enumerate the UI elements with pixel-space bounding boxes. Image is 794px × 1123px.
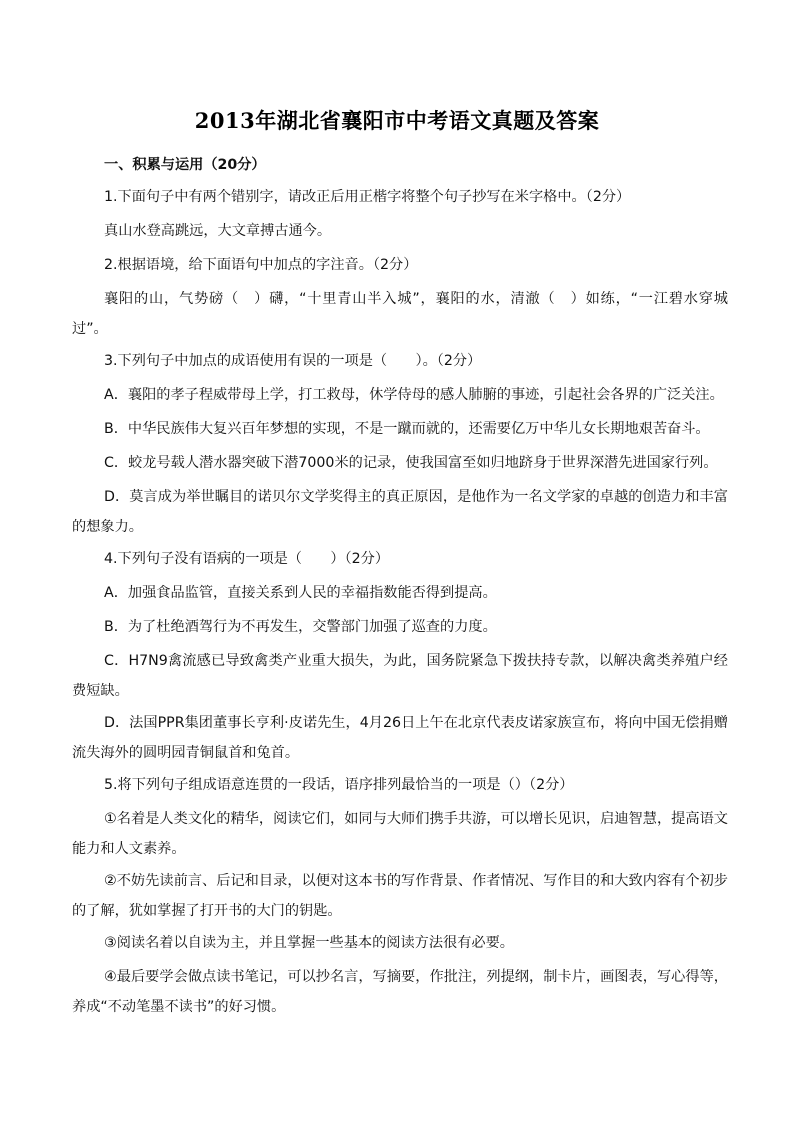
question-5-sentence-4: ④最后要学会做点读书笔记，可以抄名言，写摘要，作批注，列提纲，制卡片，画图表，写心得等，养成“不动笔墨不读书”的好习惯。	[72, 969, 728, 1015]
question-4-option-b: B．为了杜绝酒驾行为不再发生，交警部门加强了巡查的力度。	[104, 619, 497, 635]
question-3: 3.下列句子中加点的成语使用有误的一项是（ ）。（2分）	[104, 353, 482, 369]
question-3-option-b: B．中华民族伟大复兴百年梦想的实现，不是一蹴而就的，还需要亿万中华儿女长期地艰苦奋斗。	[104, 421, 710, 437]
question-3-option-c: C．蛟龙号载人潜水器突破下潜7000米的记录，使我国富至如归地跻身于世界深潜先进国家行列。	[104, 455, 718, 471]
question-5-sentence-3: ③阅读名着以自读为主，并且掌握一些基本的阅读方法很有必要。	[104, 935, 514, 951]
question-1: 1.下面句子中有两个错别字，请改正后用正楷字将整个句子抄写在米字格中。（2分）	[104, 189, 631, 205]
question-4: 4.下列句子没有语病的一项是（ ）（2分）	[104, 551, 390, 567]
question-5-sentence-2: ②不妨先读前言、后记和目录，以便对这本书的写作背景、作者情况、写作目的和大致内容有个初步的了解，犹如掌握了打开书的大门的钥匙。	[72, 873, 728, 919]
section-heading: 一、积累与运用（20分）	[104, 157, 266, 173]
question-3-option-a: A．襄阳的孝子程威带母上学，打工救母，休学侍母的感人肺腑的事迹，引起社会各界的广泛关注。	[104, 387, 724, 403]
question-1-sentence: 真山水登高跳远，大文章搏古通今。	[104, 223, 332, 239]
question-3-option-d: D．莫言成为举世瞩目的诺贝尔文学奖得主的真正原因，是他作为一名文学家的卓越的创造力和丰富的想象力。	[72, 489, 728, 535]
question-5-sentence-1: ①名着是人类文化的精华，阅读它们，如同与大师们携手共游，可以增长见识，启迪智慧，提高语文能力和人文素养。	[72, 811, 728, 857]
question-5: 5.将下列句子组成语意连贯的一段话，语序排列最恰当的一项是（）（2分）	[104, 777, 574, 793]
question-4-option-a: A．加强食品监管，直接关系到人民的幸福指数能否得到提高。	[104, 585, 497, 601]
question-4-option-c: C．H7N9禽流感已导致禽类产业重大损失，为此，国务院紧急下拨扶持专款，以解决禽类养殖户经费短缺。	[72, 653, 728, 699]
document-title: 2013年湖北省襄阳市中考语文真题及答案	[194, 108, 600, 133]
document-body	[72, 150, 728, 1024]
question-4-option-d: D．法国PPR集团董事长亨利·皮诺先生，4月26日上午在北京代表皮诺家族宣布，将向中国无偿捐赠流失海外的圆明园青铜鼠首和兔首。	[72, 715, 728, 761]
question-2-sentence: 襄阳的山，气势磅（ ）礴，“十里青山半入城”，襄阳的水，清澈（ ）如练，“一江碧水穿城过”。	[72, 291, 728, 337]
question-2: 2.根据语境，给下面语句中加点的字注音。（2分）	[104, 257, 418, 273]
